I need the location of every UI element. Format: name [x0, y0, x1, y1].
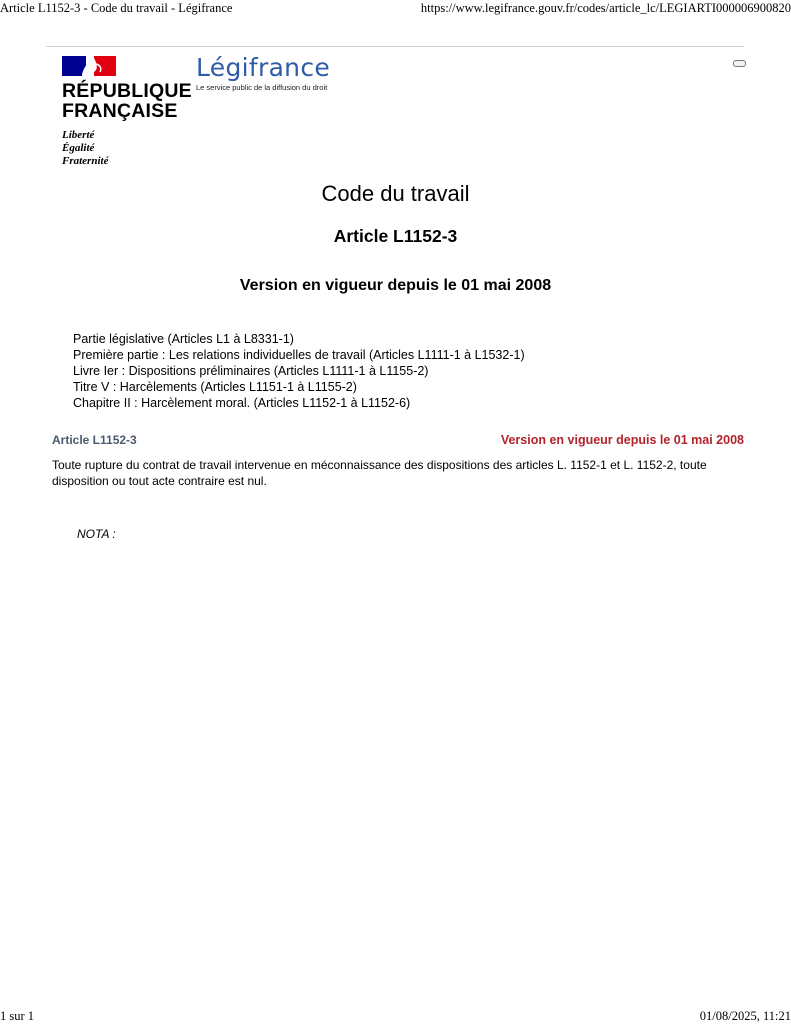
menu-toggle-icon[interactable]: [733, 60, 746, 67]
motto-liberte: Liberté: [62, 129, 95, 141]
article-title: Article L1152-3: [333, 226, 458, 246]
breadcrumb: [73, 331, 525, 411]
page-count: 1 sur 1: [0, 1009, 35, 1023]
nota-label: NOTA :: [77, 527, 116, 541]
breadcrumb-item-chapitre[interactable]: Chapitre II : Harcèlement moral. (Articles L1152-1 à L1152-6): [73, 396, 411, 410]
print-footer: [0, 1009, 791, 1024]
rf-line-2: FRANÇAISE: [62, 100, 178, 122]
marianne-flag-icon: [62, 56, 116, 76]
republique-francaise-logo: [62, 56, 192, 174]
code-title: Code du travail: [321, 181, 470, 206]
article-body: Toute rupture du contrat de travail intervenue en méconnaissance des dispositions des articles L. 1152-1 et L. 1152-2, toute disposition ou tout acte contraire est nul.: [52, 458, 707, 488]
article-version: Version en vigueur depuis le 01 mai 2008: [500, 433, 744, 447]
article-header: [52, 433, 744, 449]
header-divider: [46, 46, 744, 47]
article-number: Article L1152-3: [52, 433, 137, 447]
republique-francaise-text: [62, 81, 192, 121]
legifrance-logo[interactable]: [196, 53, 330, 92]
version-title: Version en vigueur depuis le 01 mai 2008: [239, 277, 552, 294]
breadcrumb-item-premiere-partie[interactable]: Première partie : Les relations individuelles de travail (Articles L1111-1 à L1532-1): [73, 348, 525, 362]
legifrance-name: Légifrance: [196, 53, 331, 82]
motto-egalite: Égalité: [62, 142, 95, 154]
legifrance-tagline: Le service public de la diffusion du droit: [196, 83, 328, 92]
print-header: [0, 1, 791, 17]
republic-motto: [62, 129, 108, 168]
rf-line-1: RÉPUBLIQUE: [62, 80, 192, 102]
breadcrumb-item-titre[interactable]: Titre V : Harcèlements (Articles L1151-1 à L1155-2): [73, 380, 357, 394]
print-timestamp: 01/08/2025, 11:21: [699, 1009, 791, 1023]
print-header-title: Article L1152-3 - Code du travail - Légifrance: [0, 1, 233, 15]
breadcrumb-item-livre[interactable]: Livre Ier : Dispositions préliminaires (Articles L1111-1 à L1155-2): [73, 364, 429, 378]
motto-fraternite: Fraternité: [62, 155, 109, 167]
breadcrumb-item-partie[interactable]: Partie législative (Articles L1 à L8331-1): [73, 332, 294, 346]
print-header-url: https://www.legifrance.gouv.fr/codes/article_lc/LEGIARTI000006900820: [420, 1, 791, 15]
